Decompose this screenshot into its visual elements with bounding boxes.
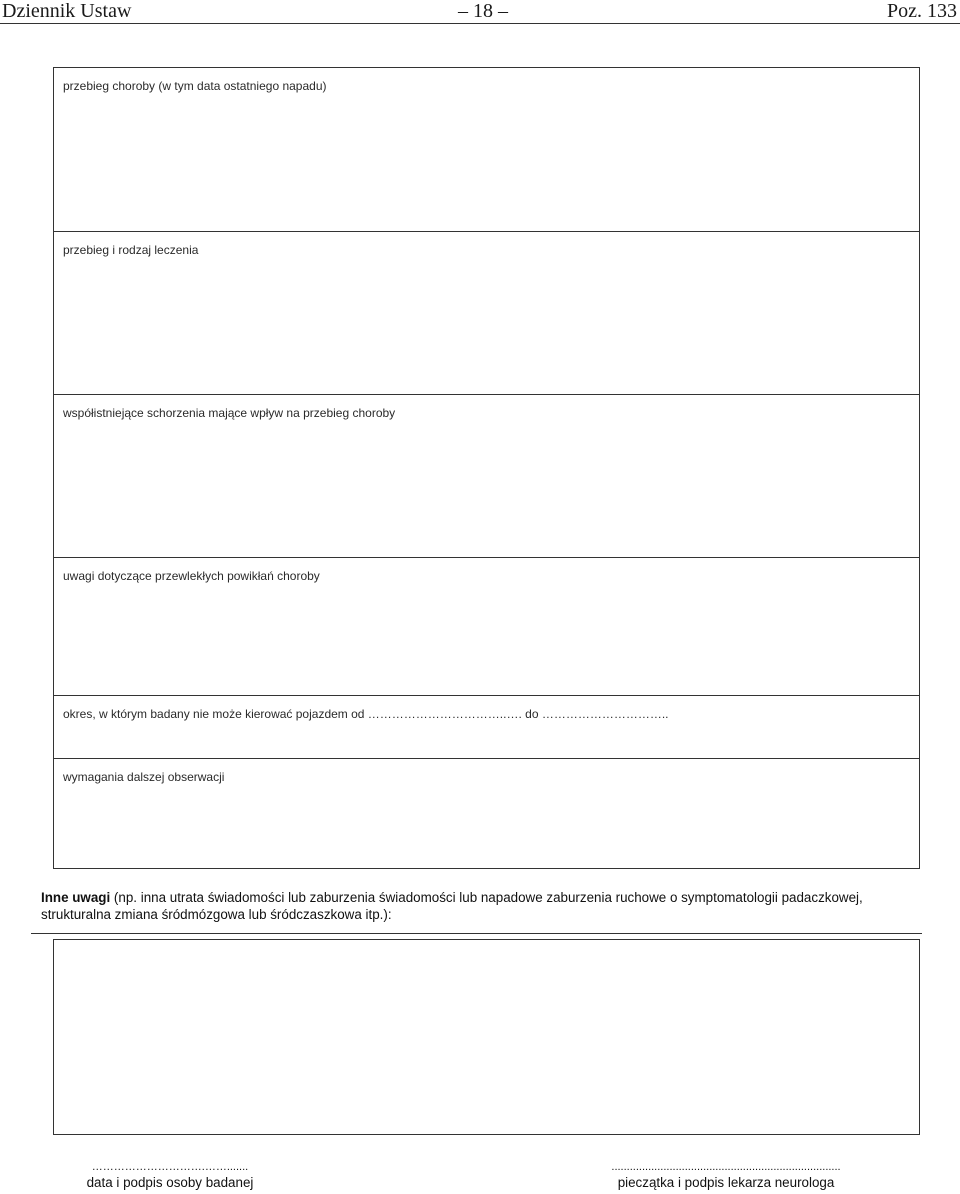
- section-label: przebieg i rodzaj leczenia: [63, 243, 199, 257]
- patient-signature-caption: data i podpis osoby badanej: [86, 1175, 254, 1190]
- section-comorbidities[interactable]: [54, 394, 919, 557]
- other-notes-title: Inne uwagi: [41, 890, 111, 905]
- notes-rule: [31, 933, 922, 934]
- section-label: wymagania dalszej obserwacji: [63, 770, 225, 784]
- section-label: współistniejące schorzenia mające wpływ na przebieg choroby: [63, 406, 396, 420]
- section-label: okres, w którym badany nie może kierować pojazdem od ……………………………..…. do …………………………..: [63, 707, 669, 721]
- position-number: Poz. 133: [887, 0, 957, 22]
- other-notes-box[interactable]: [53, 939, 920, 1135]
- other-notes-description: (np. inna utrata świadomości lub zaburzenia świadomości lub napadowe zaburzenia ruchowe o symptomatologii padaczkowej, strukturalna zmiana śródmózgowa lub śródczaszkowa itp.):: [41, 890, 863, 922]
- doctor-signature-block: [576, 1160, 876, 1190]
- page-number: – 18 –: [458, 0, 508, 22]
- section-complications[interactable]: [54, 557, 919, 695]
- patient-signature-block: [70, 1160, 270, 1190]
- header-rule: [0, 23, 960, 24]
- signature-line: ………………………….…….......: [91, 1161, 249, 1173]
- other-notes-heading: [41, 889, 921, 923]
- section-label: przebieg choroby (w tym data ostatniego napadu): [63, 79, 327, 93]
- medical-form-box: [53, 67, 920, 869]
- signature-line: ...........................................................................: [611, 1161, 841, 1173]
- page-header: [0, 0, 960, 24]
- section-disease-course[interactable]: [54, 68, 919, 231]
- section-treatment[interactable]: [54, 231, 919, 394]
- journal-title: Dziennik Ustaw: [2, 0, 132, 22]
- section-further-observation[interactable]: [54, 758, 919, 869]
- doctor-signature-caption: pieczątka i podpis lekarza neurologa: [617, 1175, 835, 1190]
- section-driving-ban-period[interactable]: [54, 695, 919, 758]
- section-label: uwagi dotyczące przewlekłych powikłań choroby: [63, 569, 320, 583]
